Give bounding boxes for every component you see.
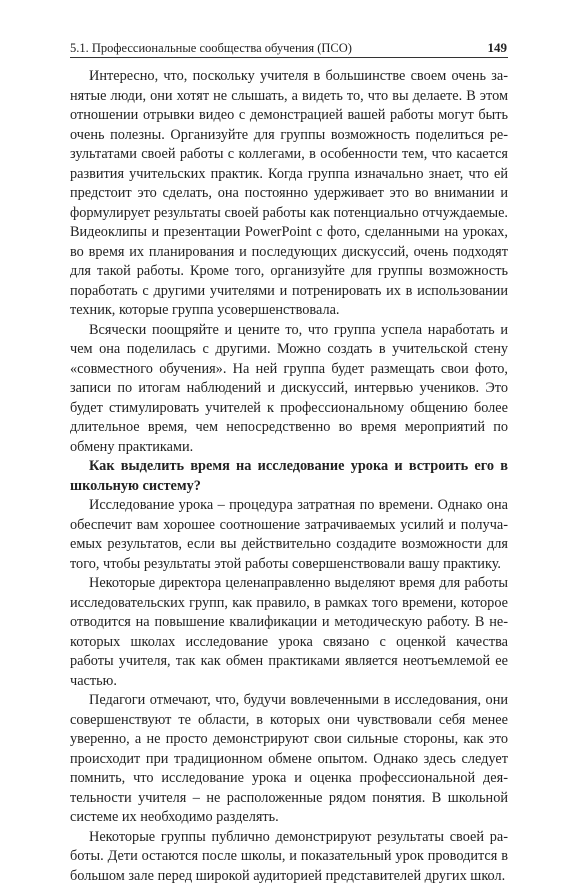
paragraph-5: Педагоги отмечают, что, будучи вовлеченными в исследования, они совершенствуют те области, в которых они чувствовали себя менее уверенно, а не просто демонстрируют свои сильные стороны, как это происходит при традиционном обмене опытом. Однако здесь следует помнить, что исследование урока и оценка профессиональной деятельности учителя – не расположенные рядом понятия. В школьной системе их необходимо разделять. — [70, 691, 508, 828]
subheading: Как выделить время на исследование урока и встроить его в школьную систему? — [70, 457, 508, 496]
paragraph-4: Некоторые директора целенаправленно выделяют время для работы исследовательских групп, как правило, в рамках того времени, которое отводится на повышение квалификации и методическую работу. В некоторых школах исследование урока связано с оценкой качества работы учителя, так как обмен практиками является неотъемлемой ее частью. — [70, 574, 508, 691]
page-number: 149 — [488, 40, 508, 55]
paragraph-1: Интересно, что, поскольку учителя в большинстве своем очень занятые люди, они хотят не слышать, а видеть то, что вы делаете. В этом отношении отрывки видео с демонстрацией вашей работы могут быть очень полезны. Организуйте для группы возможность поделиться результатами своей работы с коллегами, в особенности тем, что касается развития учительских практик. Когда группа изначально знает, что ей предстоит это сделать, она постоянно удерживает это во внимании и формулирует результаты своей работы как потенциально отчуждаемые. Видеоклипы и презентации PowerPoint с фото, сделанными на уроках, во время их планирования и последующих дискуссий, очень подходят для такой работы. Кроме того, организуйте для группы возможность поработать с другими учителями и потренировать их в использовании техник, которые группа усовершенствовала. — [70, 67, 508, 321]
header-rule — [70, 57, 508, 58]
paragraph-6: Некоторые группы публично демонстрируют результаты своей работы. Дети остаются после школы, и показательный урок проводится в большом зале перед широкой аудиторией представителей других школ. — [70, 828, 508, 886]
paragraph-3: Исследование урока – процедура затратная по времени. Однако она обеспечит вам хорошее соотношение затрачиваемых усилий и получаемых результатов, если вы действительно создадите возможности для того, чтобы результаты этой работы совершенствовали вашу практику. — [70, 496, 508, 574]
body-text — [70, 67, 508, 886]
section-title: 5.1. Профессиональные сообщества обучения (ПСО) — [70, 41, 352, 56]
running-head — [70, 40, 507, 56]
paragraph-2: Всячески поощряйте и цените то, что группа успела наработать и чем она поделилась с другими. Можно создать в учительской стену «совместного обучения». На ней группа будет размещать свои фото, записи по итогам наблюдений и дискуссий, интервью учеников. Это будет стимулировать учителей к профессиональному общению более длительное время, чем непосредственно во время мероприятий по обмену практиками. — [70, 321, 508, 458]
